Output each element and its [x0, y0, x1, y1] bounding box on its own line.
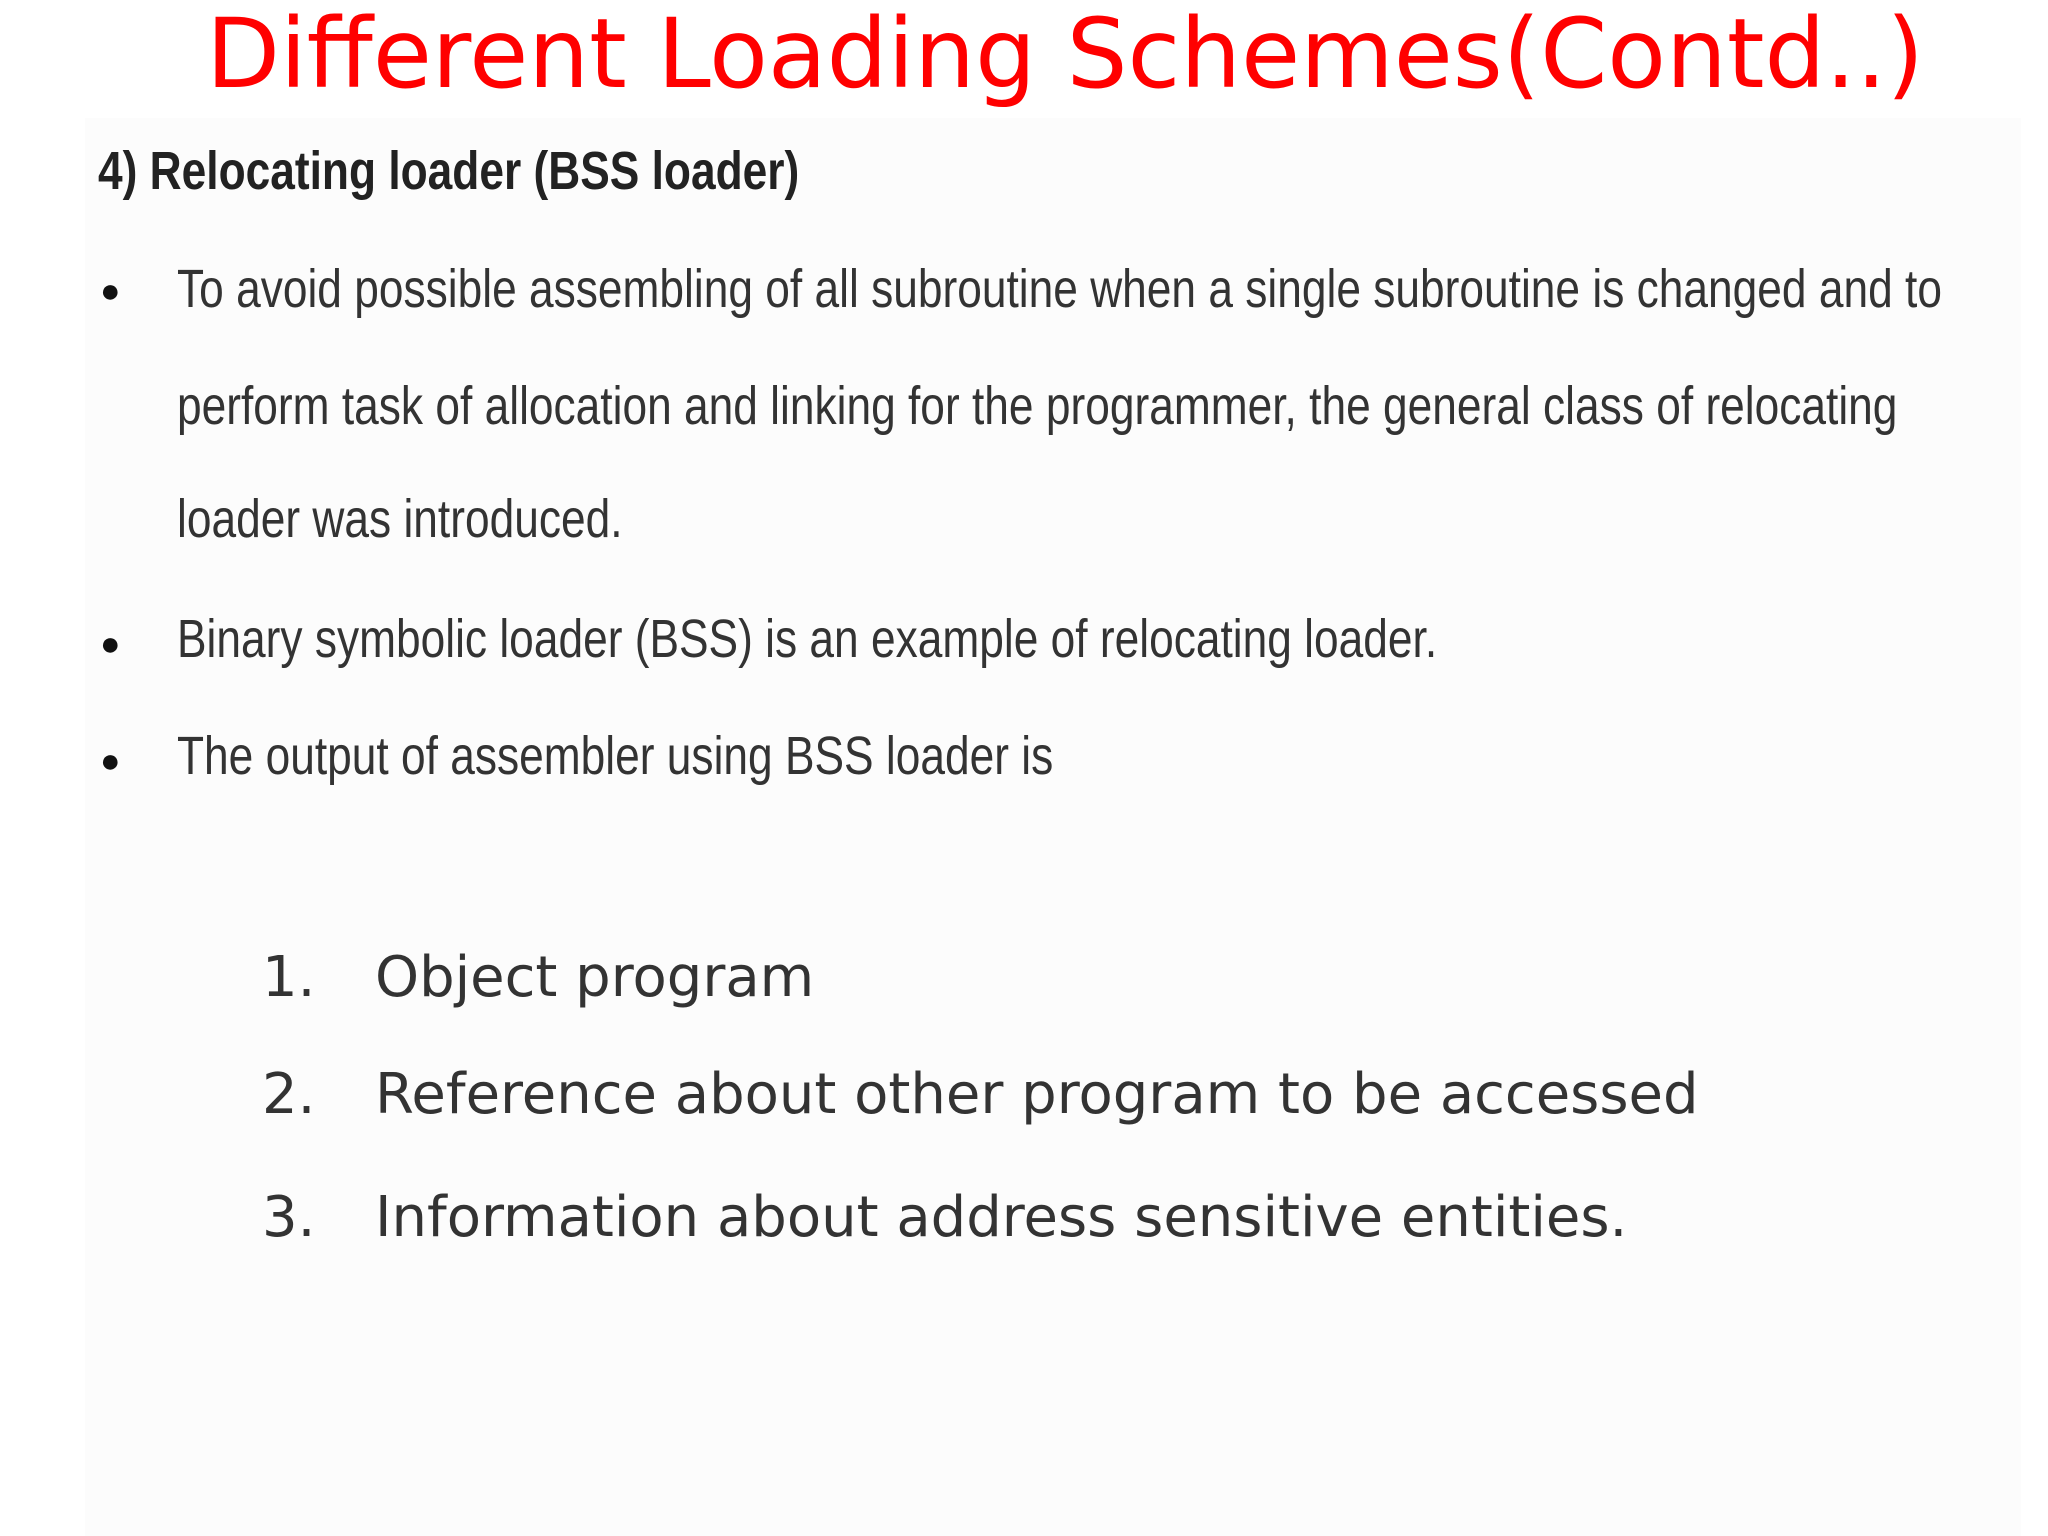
section-heading: 4) Relocating loader (BSS loader) — [98, 141, 800, 201]
list-number: 3. — [262, 1185, 316, 1250]
list-number: 2. — [262, 1062, 316, 1127]
bullet-marker: ● — [100, 742, 121, 780]
list-item: Information about address sensitive entities. — [375, 1185, 1628, 1250]
bullet-marker: ● — [100, 625, 121, 663]
bullet-1-line-1: To avoid possible assembling of all subroutine when a single subroutine is changed and to — [177, 259, 1942, 319]
bullet-2-text: Binary symbolic loader (BSS) is an example of relocating loader. — [177, 609, 1438, 669]
content-image — [85, 118, 2021, 1536]
bullet-3-text: The output of assembler using BSS loader is — [177, 726, 1054, 786]
slide-title: Different Loading Schemes(Contd..) — [206, 0, 1924, 110]
bullet-1-line-2: perform task of allocation and linking for the programmer, the general class of relocating — [177, 376, 1898, 436]
bullet-marker: ● — [100, 272, 121, 310]
list-item: Reference about other program to be accessed — [375, 1062, 1699, 1127]
list-item: Object program — [375, 945, 815, 1010]
bullet-1-line-3: loader was introduced. — [177, 489, 623, 549]
list-number: 1. — [262, 945, 316, 1010]
